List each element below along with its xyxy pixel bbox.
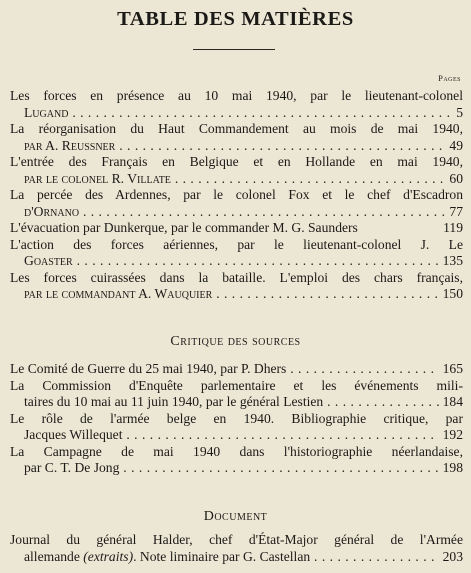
- page-number: 198: [439, 460, 463, 477]
- page-number: 60: [445, 171, 463, 188]
- section-title-critique: Critique des sources: [170, 334, 301, 349]
- page-number: 49: [445, 138, 463, 155]
- page-number: 184: [439, 394, 463, 411]
- section-title-document: Document: [203, 509, 268, 524]
- toc-entry[interactable]: Les forces en présence au 10 mai 1940, par le lieutenant-colonel Lugand . . . 5: [10, 88, 463, 121]
- toc-entry[interactable]: L'action des forces aériennes, par le lieutenant-colonel J. Le Goaster . . . 135: [10, 237, 463, 270]
- page-title: TABLE DES MATIÈRES: [117, 8, 354, 30]
- page-number: 165: [439, 361, 463, 378]
- toc-entry[interactable]: La percée des Ardennes, par le colonel Fox et le chef d'Escadron d'Ornano . . . 77: [10, 187, 463, 220]
- page-number: 119: [439, 220, 463, 237]
- toc-entry[interactable]: La Commission d'Enquête parlementaire et les événements mili- taires du 10 mai au 11 juin 1940, par le général Lestien . . . 184: [10, 378, 463, 411]
- toc-entry[interactable]: La Campagne de mai 1940 dans l'historiographie néerlandaise, par C. T. De Jong . . . 198: [10, 444, 463, 477]
- toc-entry[interactable]: Le rôle de l'armée belge en 1940. Bibliographie critique, par Jacques Willequet . . . 192: [10, 411, 463, 444]
- page-number: 150: [439, 286, 463, 303]
- toc-entry[interactable]: L'entrée des Français en Belgique et en Hollande en mai 1940, par le colonel R. Villate . . . 60: [10, 154, 463, 187]
- toc-entry[interactable]: Journal du général Halder, chef d'État-Major général de l'Armée allemande (extraits). Note liminaire par G. Castellan . . . 203: [10, 532, 463, 565]
- pages-column-label: Pages: [438, 73, 461, 83]
- critique-entries: [10, 361, 463, 477]
- page-number: 77: [445, 204, 463, 221]
- toc-entry[interactable]: Les forces cuirassées dans la bataille. L'emploi des chars français, par le commandant A. Wauquier . . . 150: [10, 270, 463, 303]
- page-number: 203: [439, 549, 463, 566]
- title-rule: [193, 49, 275, 50]
- toc-entry[interactable]: L'évacuation par Dunkerque, par le commander M. G. Saunders 119: [10, 220, 463, 235]
- main-entries: [10, 88, 463, 303]
- page-number: 192: [439, 427, 463, 444]
- document-entries: [10, 532, 463, 565]
- toc-entry[interactable]: Le Comité de Guerre du 25 mai 1940, par P. Dhers . . . 165: [10, 361, 463, 378]
- toc-entry[interactable]: La réorganisation du Haut Commandement au mois de mai 1940, par A. Reussner . . . 49: [10, 121, 463, 154]
- page-number: 135: [439, 253, 463, 270]
- page-number: 5: [452, 105, 463, 122]
